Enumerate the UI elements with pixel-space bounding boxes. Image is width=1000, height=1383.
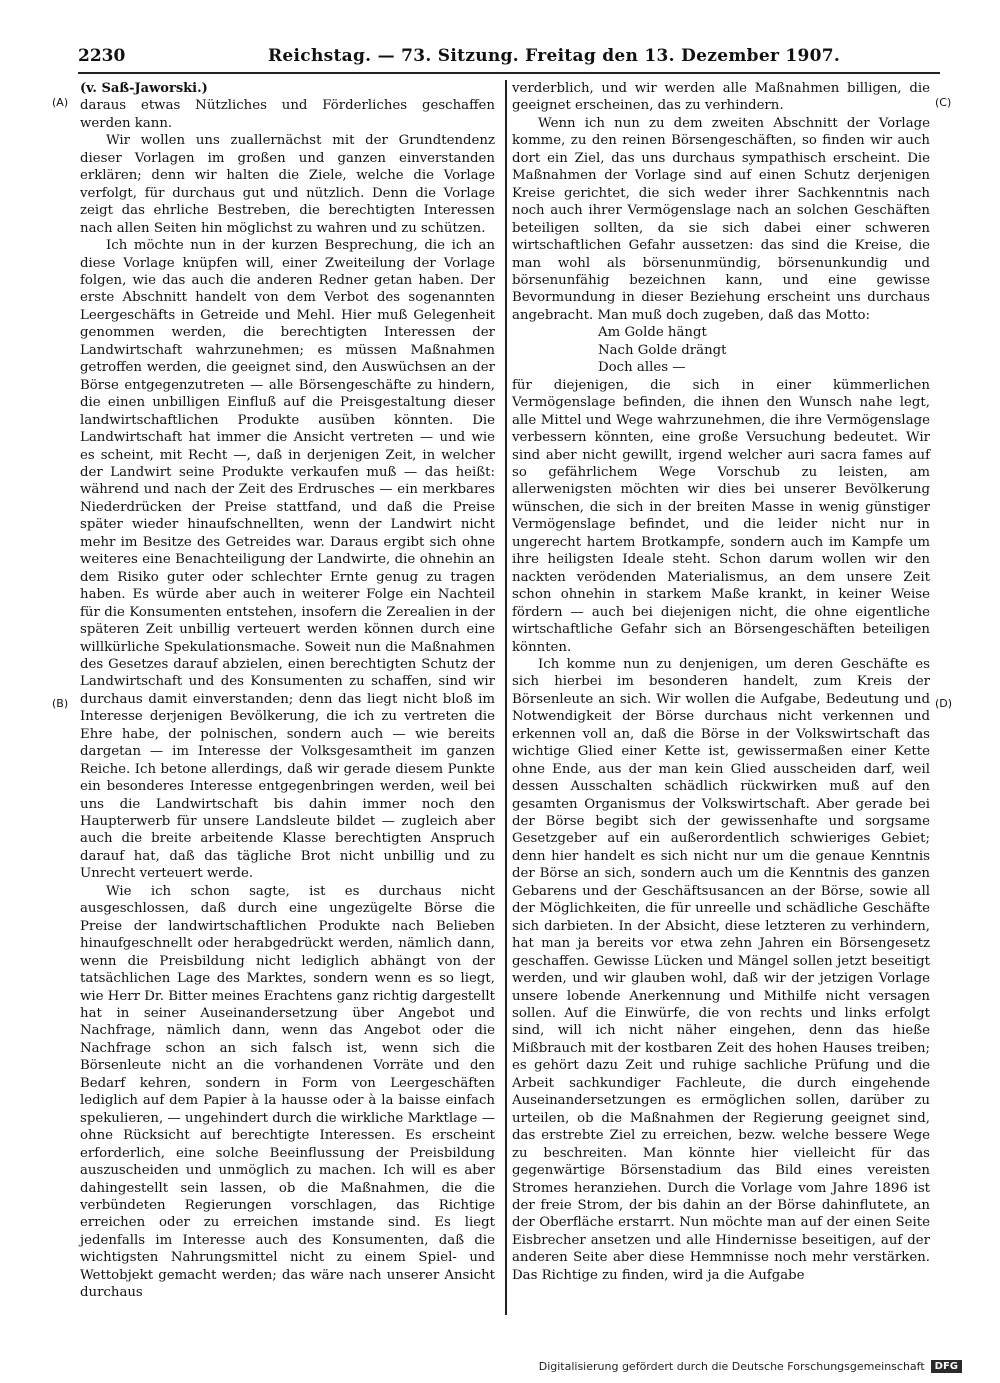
speaker-name: (v. Saß-Jaworski.) [80, 81, 208, 96]
paragraph: Ich komme nun zu denjenigen, um deren Geschäfte es sich hierbei im besonderen handelt, zum Kreis der Börsenleute an sich. Wir wollen die Aufgabe, Bedeutung und Notwendigkeit der Börse durchaus nicht verkennen und erkennen voll an, daß die Börse in der Volkswirtschaft das wichtige Glied einer Kette ist, gewissermaßen einer Kette ohne Ende, aus der man kein Glied ausscheiden darf, weil dessen Ausschalten schädlich rückwirken muß auf den gesamten Organismus der Volkswirtschaft. Aber gerade bei der Börse begibt sich der gewissenhafte und sorgsame Gesetzgeber auf ein außerordentlich schwieriges Gebiet; denn hier handelt es sich nicht nur um die genaue Kenntnis der Börse an sich, sondern auch um die Kenntnis des ganzen Gebarens und der Geschäftsusancen an der Börse, sowie all der Möglichkeiten, die für unreelle und schädliche Geschäfte sich darbieten. In der Absicht, diese letzteren zu verhindern, hat man ja bereits vor etwa zehn Jahren ein Börsengesetz geschaffen. Gewisse Lücken und Mängel sollen jetzt beseitigt werden, und wir glauben wohl, daß wir der jetzigen Vorlage unsere lobende Anerkennung und Mithilfe nicht versagen sollen. Auf die Einwürfe, die von rechts und links erfolgt sind, will ich nicht näher eingehen, denn das hieße Mißbrauch mit der kostbaren Zeit des hohen Hauses treiben; es gehört dazu Zeit und ruhige sachliche Prüfung und die Arbeit sachkundiger Fachleute, die durch eingehende Auseinandersetzungen es ermöglichen sollen, darüber zu urteilen, ob die Maßnahmen der Regierung geeignet sind, das erstrebte Ziel zu erreichen, bezw. welche bessere Wege zu beschreiten. Man könnte hier vielleicht für das gegenwärtige Börsenstadium das Bild eines vereisten Stromes heranziehen. Durch die Vorlage vom Jahre 1896 ist der freie Strom, der bis dahin an der Börse dahinflutete, an der Oberfläche erstarrt. Nun möchte man auf der einen Seite Eisbrecher ansetzen und alle Hindernisse beseitigen, auf der anderen Seite aber diese Hemmnisse noch mehr verstärken. Das Richtige zu finden, wird ja die Aufgabe [512, 656, 930, 1283]
dfg-logo: DFG [931, 1360, 962, 1373]
footer [539, 1360, 962, 1373]
margin-marker-b: (B) [52, 697, 69, 710]
paragraph: Ich möchte nun in der kurzen Besprechung, die ich an diese Vorlage knüpfen will, einer Zweiteilung der Vorlage folgen, wie das auch die anderen Redner getan haben. Der erste Abschnitt handelt von dem Verbot des sogenannten Leergeschäfts in Getreide und Mehl. Hier muß Gelegenheit genommen werden, die berechtigten Interessen der Landwirtschaft wahrzunehmen; es müssen Maßnahmen getroffen werden, die geeignet sind, den Auswüchsen an der Börse entgegenzutreten — alle Börsengeschäfte zu hindern, die einen unbilligen Einfluß auf die Preisgestaltung dieser landwirtschaftlichen Produkte ausüben könnten. Die Landwirtschaft hat immer die Ansicht vertreten — und wie es scheint, mit Recht —, daß in derjenigen Zeit, in welcher der Landwirt seine Produkte verkaufen muß — das heißt: während und nach der Zeit des Erdrusches — ein merkbares Niederdrücken der Preise stattfand, und daß die Preise später wieder hinaufschnellten, wenn der Landwirt nicht mehr im Besitze des Getreides war. Daraus ergibt sich ohne weiteres eine Benachteiligung der Landwirte, die ohnehin an dem Risiko guter oder schlechter Ernte genug zu tragen haben. Es würde aber auch in weiterer Folge ein Nachteil für die Konsumenten entstehen, insofern die Zerealien in der späteren Zeit unbillig verteuert werden können durch eine willkürliche Spekulationsmache. Soweit nun die Maßnahmen des Gesetzes darauf abzielen, einen berechtigten Schutz der Landwirtschaft und des Konsumenten zu schaffen, sind wir durchaus damit einverstanden; denn das liegt nicht bloß im Interesse derjenigen Bevölkerung, die ich zu vertreten die Ehre habe, der polnischen, sondern auch — wie bereits dargetan — im Interesse der Volksgesamtheit im ganzen Reiche. Ich betone allerdings, daß wir gerade diesem Punkte ein besonderes Interesse entgegenbringen werden, weil bei uns die Landwirtschaft bis dahin immer noch den Haupterwerb für unsere Landsleute bildet — zugleich aber auch die breite arbeitende Klasse berechtigten Anspruch darauf hat, daß das tägliche Brot nicht unbillig und zu Unrecht verteuert werde. [80, 238, 495, 882]
paragraph: für diejenigen, die sich in einer kümmerlichen Vermögenslage befinden, die ihnen den Wunsch nahe legt, alle Mittel und Wege wahrzunehmen, die ihre Vermögenslage verbessern könnten, eine große Versuchung bedeutet. Wir sind aber nicht gewillt, irgend welcher auri sacra fames auf so gefährlichem Wege Vorschub zu leisten, am allerwenigsten möchten wir dies bei unserer Bevölkerung wünschen, die sich in der breiten Masse in wenig günstiger Vermögenslage befindet, und die leider nicht nur in ungerecht hartem Brotkampfe, sondern auch im Kampfe um ihre heiligsten Ideale steht. Schon darum wollen wir den nackten verödenden Materialismus, an dem unsere Zeit schon ohnehin in starkem Maße krankt, in keiner Weise fördern — auch bei diejenigen nicht, die ohne eigentliche wirtschaftliche Gefahr sich an Börsengeschäften beteiligen könnten. [512, 377, 930, 655]
paragraph: verderblich, und wir werden alle Maßnahmen billigen, die geeignet erscheinen, das zu verhindern. [512, 81, 930, 114]
paragraph: daraus etwas Nützliches und Förderliches geschaffen werden kann. [80, 98, 495, 131]
verse-line: Nach Golde drängt [598, 342, 727, 358]
page-header [78, 44, 940, 74]
margin-marker-a: (A) [52, 96, 69, 109]
column-divider [505, 80, 507, 1315]
paragraph: Wenn ich nun zu dem zweiten Abschnitt der Vorlage komme, zu den reinen Börsengeschäften, so finden wir auch dort ein Ziel, das uns durchaus sympathisch erscheint. Die Maßnahmen der Vorlage sind auf einen Schutz derjenigen Kreise gerichtet, die sich weder ihrer Sachkenntnis nach noch auch ihrer Vermögenslage nach an solchen Geschäften beteiligen sollten, da sie sich dabei einer schweren wirtschaftlichen Gefahr aussetzen: das sind die Kreise, die man wohl als börsenunmündig, börsenunkundig und börsenunfähig bezeichnen kann, und eine gewisse Bevormundung in dieser Beziehung erscheint uns durchaus angebracht. Man muß doch zugeben, daß das Motto: [512, 115, 930, 323]
margin-marker-c: (C) [935, 96, 952, 109]
verse-line: Am Golde hängt [598, 325, 707, 341]
left-column [80, 80, 495, 1302]
margin-marker-d: (D) [935, 697, 953, 710]
page-number: 2230 [78, 46, 126, 66]
footer-credit: Digitalisierung gefördert durch die Deutsche Forschungsgemeinschaft [538, 1360, 925, 1373]
paragraph: Wir wollen uns zuallernächst mit der Grundtendenz dieser Vorlagen im großen und ganzen einverstanden erklären; denn wir halten die Ziele, welche die Vorlage verfolgt, für durchaus gut und nützlich. Denn die Vorlage zeigt das ehrliche Bestreben, die berechtigten Interessen nach allen Seiten hin möglichst zu wahren und zu schützen. [80, 133, 495, 236]
verse-line: Doch alles — [598, 360, 686, 376]
right-column [512, 80, 930, 1284]
paragraph: Wie ich schon sagte, ist es durchaus nicht ausgeschlossen, daß durch eine ungezügelte Börse die Preise der landwirtschaftlichen Produkte nach Belieben hinaufgeschnellt oder herabgedrückt werden, nämlich dann, wenn die Preisbildung nicht lediglich abhängt von der tatsächlichen Lage des Marktes, sondern wenn es so liegt, wie Herr Dr. Bitter meines Erachtens ganz richtig dargestellt hat in seiner Auseinandersetzung über Angebot und Nachfrage, nämlich dann, wenn das Angebot oder die Nachfrage schon an sich falsch ist, wenn sich die Börsenleute nicht an die vorhandenen Vorräte und den Bedarf kehren, sondern in Form von Leergeschäften lediglich auf dem Papier à la hausse oder à la baisse einfach spekulieren, — ungehindert durch die wirkliche Marktlage — ohne Rücksicht auf berechtigte Interessen. Es erscheint erforderlich, eine solche Beeinflussung der Preisbildung auszuscheiden und unmöglich zu machen. Ich will es aber dahingestellt sein lassen, ob die Maßnahmen, die die verbündeten Regierungen vorschlagen, das Richtige erreichen oder zu erreichen imstande sind. Es liegt jedenfalls im Interesse auch des Konsumenten, daß die wichtigsten Nahrungsmittel nicht zu einem Spiel- und Wettobjekt gemacht werden; das wäre nach unserer Ansicht durchaus [80, 883, 495, 1301]
page-title: Reichstag. — 73. Sitzung. Freitag den 13. Dezember 1907. [268, 46, 841, 66]
